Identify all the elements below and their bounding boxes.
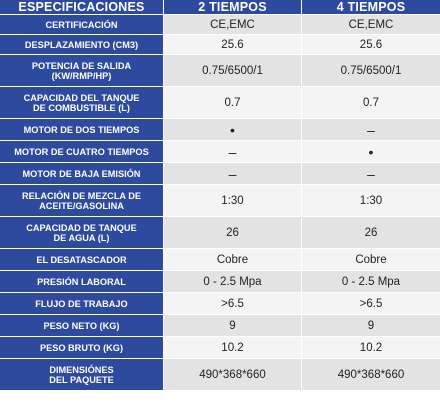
value-2-tiempos: Cobre: [164, 248, 302, 270]
value-4-tiempos: •: [302, 140, 440, 162]
header-row: [0, 0, 440, 14]
value-2-tiempos: 26: [164, 216, 302, 248]
table-row: [0, 54, 440, 86]
value-2-tiempos: 25.6: [164, 34, 302, 54]
spec-label: FLUJO DE TRABAJO: [0, 292, 164, 314]
value-4-tiempos: 0.7: [302, 86, 440, 118]
value-4-tiempos: 0 - 2.5 Mpa: [302, 270, 440, 292]
table-row: [0, 162, 440, 184]
spec-label: PRESIÓN LABORAL: [0, 270, 164, 292]
value-2-tiempos: 0.7: [164, 86, 302, 118]
value-4-tiempos: 0.75/6500/1: [302, 54, 440, 86]
table-row: [0, 140, 440, 162]
table-row: [0, 292, 440, 314]
header-4-tiempos: 4 TIEMPOS: [302, 0, 440, 14]
value-2-tiempos: 10.2: [164, 336, 302, 358]
value-2-tiempos: 0 - 2.5 Mpa: [164, 270, 302, 292]
table-row: [0, 184, 440, 216]
table-row: [0, 358, 440, 390]
value-4-tiempos: 25.6: [302, 34, 440, 54]
spec-label: CAPACIDAD DE TANQUE DE AGUA (L): [0, 216, 164, 248]
value-4-tiempos: CE,EMC: [302, 14, 440, 34]
value-4-tiempos: –: [302, 162, 440, 184]
value-2-tiempos: CE,EMC: [164, 14, 302, 34]
table-row: [0, 14, 440, 34]
spec-label: DIMENSIÓNES DEL PAQUETE: [0, 358, 164, 390]
header-2-tiempos: 2 TIEMPOS: [164, 0, 302, 14]
value-2-tiempos: •: [164, 118, 302, 140]
value-4-tiempos: 9: [302, 314, 440, 336]
spec-label: MOTOR DE BAJA EMISIÓN: [0, 162, 164, 184]
spec-label: RELACIÓN DE MEZCLA DE ACEITE/GASOLINA: [0, 184, 164, 216]
value-2-tiempos: >6.5: [164, 292, 302, 314]
table-row: [0, 118, 440, 140]
spec-label: PESO BRUTO (KG): [0, 336, 164, 358]
value-2-tiempos: –: [164, 140, 302, 162]
spec-label: CERTIFICACIÓN: [0, 14, 164, 34]
value-4-tiempos: 1:30: [302, 184, 440, 216]
spec-label: CAPACIDAD DEL TANQUE DE COMBUSTIBLE (L): [0, 86, 164, 118]
value-2-tiempos: 490*368*660: [164, 358, 302, 390]
value-4-tiempos: >6.5: [302, 292, 440, 314]
value-4-tiempos: 26: [302, 216, 440, 248]
value-2-tiempos: 1:30: [164, 184, 302, 216]
table-row: [0, 34, 440, 54]
spec-label: EL DESATASCADOR: [0, 248, 164, 270]
spec-label: MOTOR DE DOS TIEMPOS: [0, 118, 164, 140]
spec-body: [0, 14, 440, 390]
table-row: [0, 216, 440, 248]
value-2-tiempos: –: [164, 162, 302, 184]
table-row: [0, 270, 440, 292]
value-4-tiempos: –: [302, 118, 440, 140]
table-row: [0, 336, 440, 358]
value-2-tiempos: 0.75/6500/1: [164, 54, 302, 86]
value-4-tiempos: Cobre: [302, 248, 440, 270]
spec-label: POTENCIA DE SALIDA (KW/RMP/HP): [0, 54, 164, 86]
table-row: [0, 248, 440, 270]
header-especificaciones: ESPECIFICACIONES: [0, 0, 164, 14]
table-row: [0, 314, 440, 336]
value-4-tiempos: 490*368*660: [302, 358, 440, 390]
table-row: [0, 86, 440, 118]
spec-label: MOTOR DE CUATRO TIEMPOS: [0, 140, 164, 162]
value-2-tiempos: 9: [164, 314, 302, 336]
value-4-tiempos: 10.2: [302, 336, 440, 358]
spec-label: PESO NETO (KG): [0, 314, 164, 336]
spec-label: DESPLAZAMIENTO (CM3): [0, 34, 164, 54]
